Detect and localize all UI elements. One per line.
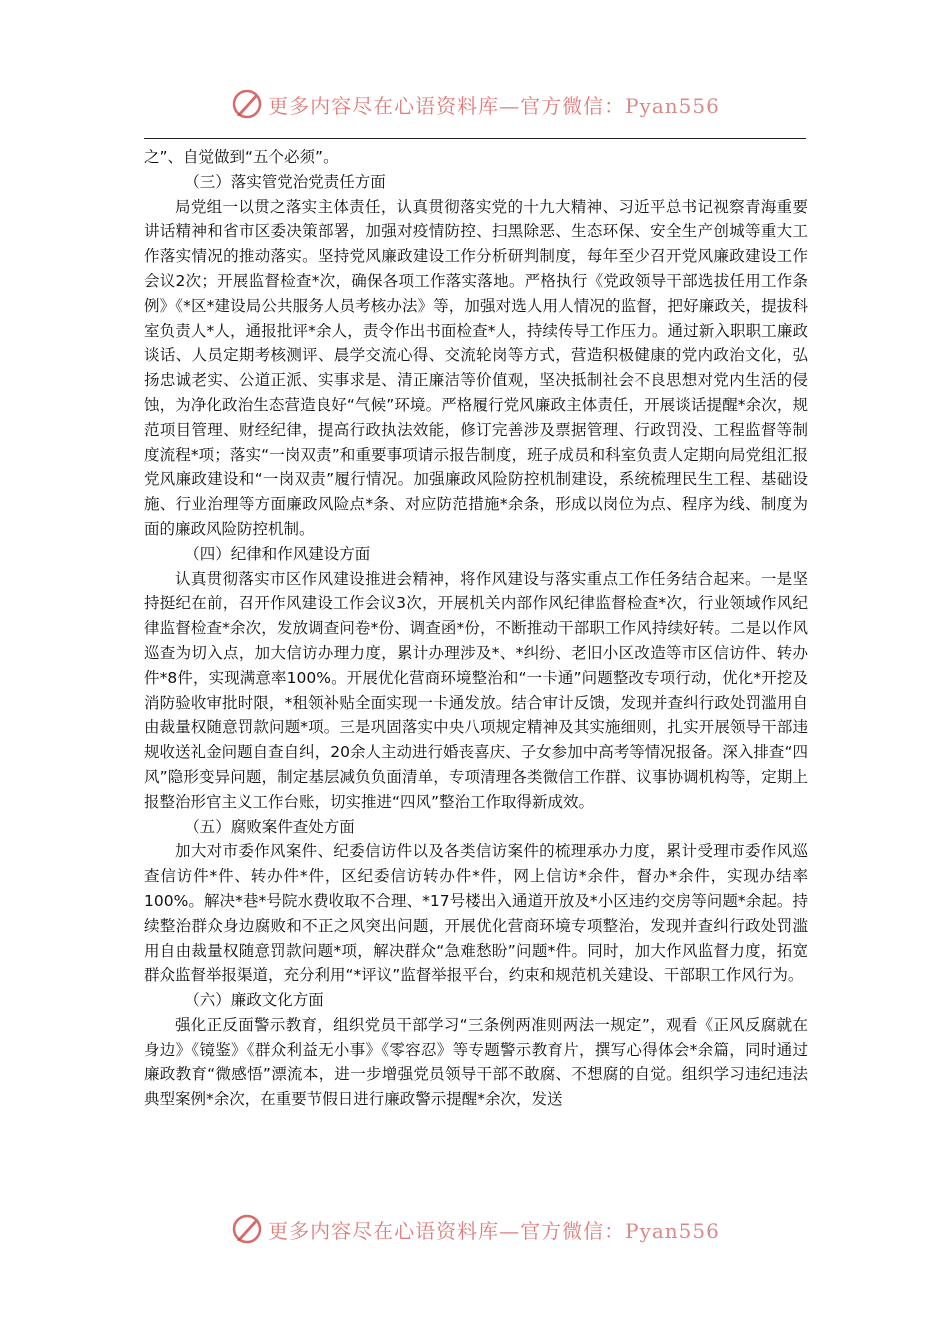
header-banner <box>0 84 950 124</box>
section-heading-4: （四）纪律和作风建设方面 <box>184 544 371 563</box>
footer-banner-text: 更多内容尽在心语资料库—官方微信：Pyan556 <box>268 1218 720 1243</box>
footer-banner <box>0 1209 950 1249</box>
section-body-6: 强化正反面警示教育，组织党员干部学习“三条例两准则两法一规定”，观看《正风反腐就在身边》《镜鉴》《群众利益无小事》《零容忍》等专题警示教育片，撰写心得体会*余篇，同时通过廉政教育“微感悟”漂流本，进一步增强党员领导干部不敢腐、不想腐的自觉。组织学习违纪违法典型案例*余次，在重要节假日进行廉政警示提醒*余次，发送 <box>144 1015 808 1109</box>
section-body-4: 认真贯彻落实市区作风建设推进会精神，将作风建设与落实重点工作任务结合起来。一是坚持挺纪在前，召开作风建设工作会议3次，开展机关内部作风纪律监督检查*次，行业领域作风纪律监督检查*余次，发放调查问卷*份、调查函*份，不断推动干部职工作风持续好转。二是以作风巡查为切入点，加大信访办理力度，累计办理涉及*、*纠纷、老旧小区改造等市区信访件、转办件*8件，实现满意率100%。开展优化营商环境整治和“一卡通”问题整改专项行动，优化*开挖及消防验收审批时限，*租领补贴全面实现一卡通发放。结合审计反馈，发现并查纠行政处罚滥用自由裁量权随意罚款问题*项。三是巩固落实中央八项规定精神及其实施细则，扎实开展领导干部违规收送礼金问题自查自纠，20余人主动进行婚丧喜庆、子女参加中高考等情况报备。深入排查“四风”隐形变异问题，制定基层减负负面清单，专项清理各类微信工作群、议事协调机构等，定期上报整治形官主义工作台账，切实推进“四风”整治工作取得新成效。 <box>144 569 808 811</box>
section-heading-3: （三）落实管党治党责任方面 <box>184 172 386 191</box>
section-body-3: 局党组一以贯之落实主体责任，认真贯彻落实党的十九大精神、习近平总书记视察青海重要讲话精神和省市区委决策部署，加强对疫情防控、扫黑除恶、生态环保、安全生产创城等重大工作落实情况的推动落实。坚持党风廉政建设工作分析研判制度，每年至少召开党风廉政建设工作会议2次；开展监督检查*次，确保各项工作落实落地。严格执行《党政领导干部选拔任用工作条例》《*区*建设局公共服务人员考核办法》等，加强对选人用人情况的监督，把好廉政关，提拔科室负责人*人，通报批评*余人，责令作出书面检查*人，持续传导工作压力。通过新入职职工廉政谈话、人员定期考核测评、晨学交流心得、交流轮岗等方式，营造积极健康的党内政治文化，弘扬忠诚老实、公道正派、实事求是、清正廉洁等价值观，坚决抵制社会不良思想对党内生活的侵蚀，为净化政治生态营造良好“气候”环境。严格履行党风廉政主体责任，开展谈话提醒*余次，规范项目管理、财经纪律，提高行政执法效能，修订完善涉及票据管理、行政罚没、工程监督等制度流程*项；落实“一岗双责”和重要事项请示报告制度，班子成员和科室负责人定期向局党组汇报党风廉政建设和“一岗双责”履行情况。加强廉政风险防控机制建设，系统梳理民生工程、基础设施、行业治理等方面廉政风险点*条、对应防范措施*余条，形成以岗位为点、程序为线、制度为面的廉政风险防控机制。 <box>144 197 808 538</box>
header-divider <box>144 138 806 139</box>
pen-logo-icon <box>230 87 264 121</box>
header-wechat-id: Pyan556 <box>625 93 720 118</box>
footer-wechat-id: Pyan556 <box>625 1218 720 1243</box>
section-heading-6: （六）廉政文化方面 <box>184 991 324 1010</box>
document-body <box>144 145 808 1112</box>
paragraph-continued: 之”、自觉做到“五个必须”。 <box>144 148 339 166</box>
section-body-5: 加大对市委作风案件、纪委信访件以及各类信访案件的梳理承办力度，累计受理市委作风巡查信访件*件、转办件*件，区纪委信访转办件*件，网上信访*余件，督办*余件，实现办结率100%。解决*巷*号院水费收取不合理、*17号楼出入通道开放及*小区违约交房等问题*余起。持续整治群众身边腐败和不正之风突出问题，开展优化营商环境专项整治，发现并查纠行政处罚滥用自由裁量权随意罚款问题*项，解决群众“急难愁盼”问题*件。同时，加大作风监督力度，拓宽群众监督举报渠道，充分利用“*评议”监督举报平台，约束和规范机关建设、干部职工作风行为。 <box>144 842 808 985</box>
section-heading-5: （五）腐败案件查处方面 <box>184 817 355 836</box>
header-banner-text: 更多内容尽在心语资料库—官方微信：Pyan556 <box>268 93 720 118</box>
pen-logo-icon <box>230 1212 264 1246</box>
